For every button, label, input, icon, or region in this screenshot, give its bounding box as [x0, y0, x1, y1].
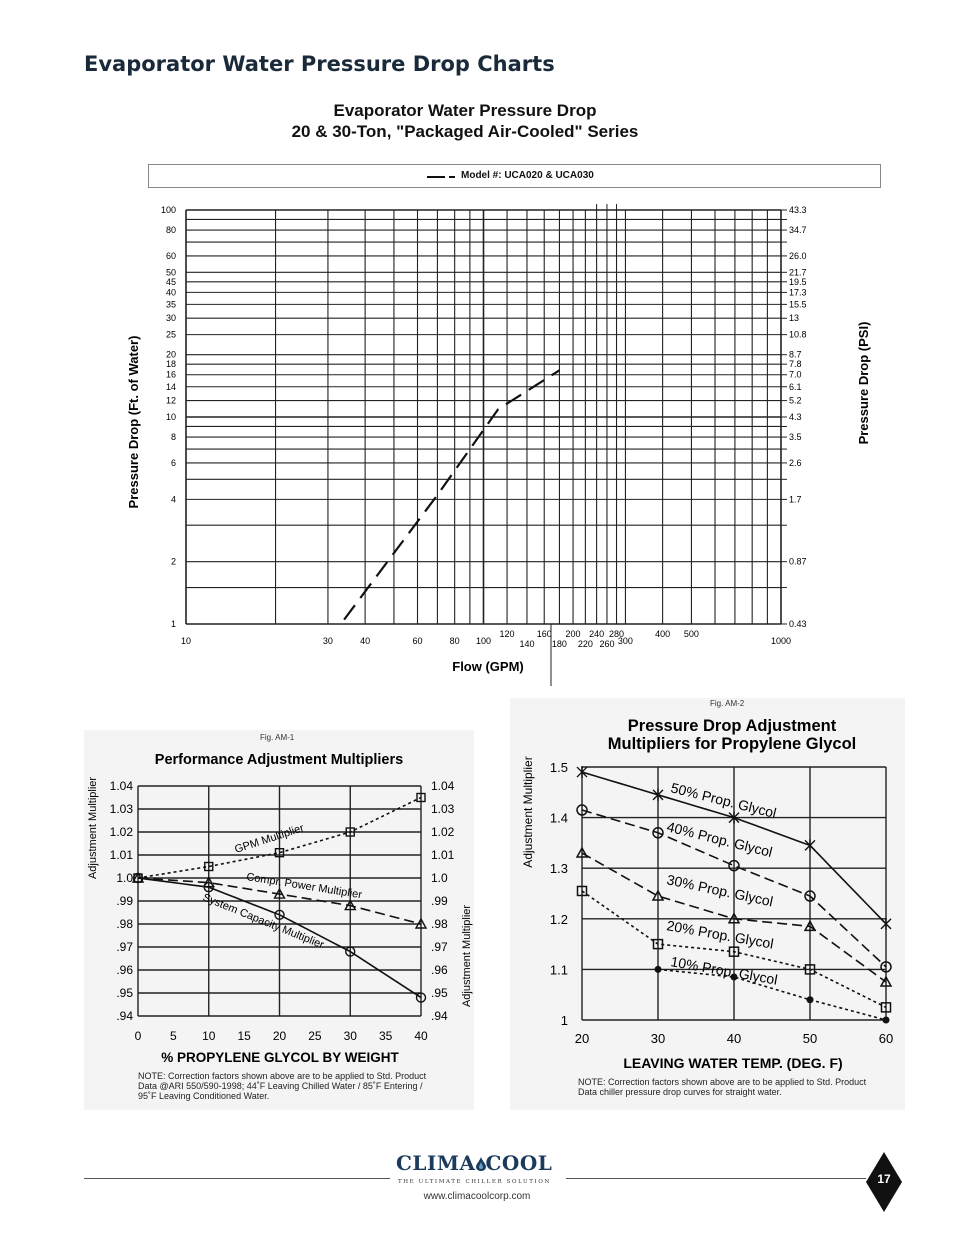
- y-right-tick-label: 1.0: [431, 871, 448, 885]
- y-tick-label: 80: [165, 225, 176, 236]
- x-tick-label: 10: [180, 636, 192, 646]
- climacool-logo: [396, 1151, 558, 1191]
- x-tick-label: 500: [683, 629, 699, 639]
- x-tick-label: 400: [655, 629, 671, 639]
- y-right-tick-label: .98: [431, 917, 448, 931]
- y-axis-right-label: Pressure Drop (PSI): [856, 321, 871, 445]
- x-tick-label: 5: [170, 1029, 177, 1043]
- y-tick-label: 1: [560, 1013, 568, 1028]
- x-tick-label: 15: [237, 1029, 251, 1043]
- x-axis-label: % PROPYLENE GLYCOL BY WEIGHT: [161, 1050, 399, 1065]
- x-tick-label: 280: [609, 629, 625, 639]
- y-right-tick-label: 1.02: [431, 825, 455, 839]
- series-label: 40% Prop. Glycol: [665, 818, 775, 861]
- x-tick-label: 30: [650, 1031, 666, 1046]
- performance-multipliers-chart: [84, 730, 474, 1110]
- chart-title: Multipliers for Propylene Glycol: [607, 735, 857, 753]
- y-right-tick-label: 4.3: [789, 412, 802, 422]
- x-axis-label: LEAVING WATER TEMP. (DEG. F): [623, 1055, 843, 1071]
- y-tick-label: 40: [165, 287, 176, 298]
- y-tick-label: 4: [170, 494, 176, 505]
- x-tick-label: 120: [499, 629, 515, 639]
- y-right-tick-label: 5.2: [789, 395, 802, 406]
- x-tick-label: 160: [536, 629, 552, 639]
- y-axis-label: Adjustment Multiplier: [521, 756, 535, 868]
- x-tick-label: 20: [574, 1031, 590, 1046]
- y-tick-label: .98: [116, 917, 133, 931]
- x-tick-label: 200: [565, 629, 581, 639]
- x-tick-label: 60: [878, 1031, 894, 1046]
- glycol-pressure-multipliers-chart: [510, 698, 905, 1110]
- y-right-tick-label: 34.7: [789, 225, 807, 236]
- x-tick-label: 100: [475, 636, 492, 646]
- y-right-tick-label: 6.1: [789, 381, 802, 392]
- y-axis-right-label: Adjustment Multiplier: [461, 904, 473, 1008]
- figure-caption: Fig. AM-1: [260, 733, 295, 742]
- series-label: 20% Prop. Glycol: [665, 917, 775, 952]
- chart-title: Pressure Drop Adjustment: [627, 717, 837, 735]
- am1-note: NOTE: Correction factors shown above are to be applied to Std. Product Data @ARI 550/590-1998; 44˚F Leaving Chilled Water / 85˚F Entering / 95˚F Leaving Conditioned Water.: [138, 1071, 427, 1101]
- y-right-tick-label: 8.7: [789, 349, 802, 360]
- y-tick-label: 1.1: [549, 962, 568, 978]
- y-right-tick-label: 19.5: [789, 276, 807, 287]
- y-right-tick-label: .94: [431, 1009, 448, 1023]
- y-tick-label: 1.4: [549, 810, 568, 826]
- y-right-tick-label: 15.5: [789, 299, 807, 310]
- series-label: 30% Prop. Glycol: [665, 871, 775, 910]
- y-tick-label: 12: [165, 395, 176, 406]
- x-axis-label: Flow (GPM): [452, 659, 524, 674]
- chart-title: Performance Adjustment Multipliers: [154, 752, 404, 768]
- y-right-tick-label: 3.5: [789, 432, 802, 443]
- y-tick-label: 35: [165, 299, 176, 310]
- x-tick-label: 240: [589, 629, 605, 639]
- y-tick-label: 1.04: [109, 779, 133, 793]
- y-axis-label: Adjustment Multiplier: [87, 776, 99, 880]
- y-tick-label: 50: [165, 267, 176, 278]
- figure-caption: Fig. AM-2: [710, 699, 745, 708]
- x-tick-label: 40: [360, 636, 371, 646]
- y-tick-label: 10: [165, 412, 176, 422]
- y-right-tick-label: 7.0: [789, 369, 802, 380]
- page-number: 17: [877, 1172, 891, 1186]
- fig-am2-panel: [510, 698, 905, 1110]
- y-tick-label: 1.01: [109, 848, 133, 862]
- x-marker: [577, 766, 587, 778]
- y-right-tick-label: 21.7: [789, 267, 807, 278]
- y-right-tick-label: 0.87: [789, 556, 807, 567]
- y-tick-label: 1: [170, 619, 176, 629]
- y-tick-label: 20: [165, 349, 176, 360]
- y-right-tick-label: .97: [431, 940, 448, 954]
- series-label: System Capacity Multiplier: [200, 891, 326, 952]
- y-right-tick-label: .96: [431, 963, 448, 977]
- y-tick-label: 1.3: [549, 861, 568, 877]
- y-tick-label: 1.5: [549, 760, 568, 775]
- series-label: Compr. Power Multiplier: [245, 871, 363, 902]
- y-right-tick-label: 0.43: [789, 619, 807, 629]
- y-tick-label: 60: [165, 250, 176, 261]
- y-axis-label: Pressure Drop (Ft. of Water): [126, 335, 141, 509]
- website-link[interactable]: www.climacoolcorp.com: [423, 1191, 531, 1202]
- x-tick-label: 30: [343, 1029, 357, 1043]
- y-tick-label: .97: [116, 940, 133, 954]
- y-right-tick-label: 17.3: [789, 287, 807, 298]
- x-tick-label: 25: [308, 1029, 322, 1043]
- y-right-tick-label: 13: [789, 313, 800, 324]
- dot-marker: [883, 1017, 890, 1024]
- y-right-tick-label: .99: [431, 894, 448, 908]
- y-tick-label: 2: [170, 556, 176, 567]
- chart-subtitle: 20 & 30-Ton, "Packaged Air-Cooled" Series: [291, 122, 639, 141]
- x-tick-label: 0: [134, 1029, 142, 1043]
- x-tick-label: 220: [577, 639, 593, 649]
- y-right-tick-label: 1.01: [431, 848, 455, 862]
- series-label: 50% Prop. Glycol: [669, 779, 779, 822]
- x-tick-label: 80: [449, 636, 460, 646]
- series-label: 10% Prop. Glycol: [669, 953, 779, 988]
- y-tick-label: 18: [165, 359, 176, 370]
- x-tick-label: 50: [802, 1031, 818, 1046]
- y-right-tick-label: 43.3: [789, 205, 807, 215]
- x-marker: [653, 789, 663, 801]
- y-tick-label: 1.0: [116, 871, 133, 885]
- x-tick-label: 60: [412, 636, 423, 646]
- chart-title: Evaporator Water Pressure Drop: [333, 101, 597, 120]
- y-tick-label: .99: [116, 894, 133, 908]
- x-marker: [805, 839, 815, 851]
- x-tick-label: 20: [272, 1029, 287, 1043]
- x-tick-label: 180: [551, 639, 567, 649]
- x-tick-label: 35: [378, 1029, 393, 1043]
- footer-divider-right: [566, 1178, 866, 1179]
- y-tick-label: 14: [165, 381, 176, 392]
- y-right-tick-label: 1.04: [431, 779, 455, 793]
- logo-wordmark: [396, 1151, 552, 1175]
- y-tick-label: 100: [160, 205, 176, 215]
- drop-icon: [476, 1152, 486, 1166]
- y-tick-label: .95: [116, 986, 133, 1000]
- y-right-tick-label: 26.0: [789, 250, 807, 261]
- y-tick-label: 6: [170, 457, 176, 468]
- fig-am1-panel: [84, 730, 474, 1110]
- y-tick-label: 1.03: [109, 802, 133, 816]
- y-right-tick-label: 10.8: [789, 329, 807, 340]
- y-tick-label: 8: [170, 432, 176, 443]
- y-tick-label: .94: [116, 1009, 133, 1023]
- y-tick-label: 16: [165, 369, 176, 380]
- x-marker: [881, 918, 891, 930]
- x-tick-label: 300: [617, 636, 633, 646]
- y-right-tick-label: 2.6: [789, 457, 802, 468]
- y-tick-label: 1.02: [109, 825, 133, 839]
- series-label: GPM Multiplier: [233, 822, 306, 856]
- y-right-tick-label: 1.03: [431, 802, 455, 816]
- x-tick-label: 40: [414, 1029, 428, 1043]
- footer-divider-left: [84, 1178, 390, 1179]
- y-tick-label: 45: [165, 276, 176, 287]
- y-right-tick-label: .95: [431, 986, 448, 1000]
- x-tick-label: 140: [519, 639, 535, 649]
- x-tick-label: 260: [599, 639, 615, 649]
- legend-label: Model #: UCA020 & UCA030: [461, 170, 594, 181]
- x-tick-label: 10: [202, 1029, 216, 1043]
- y-tick-label: 25: [165, 329, 176, 340]
- logo-text-right: COOL: [485, 1151, 553, 1175]
- y-tick-label: 30: [165, 313, 176, 324]
- x-tick-label: 30: [322, 636, 333, 646]
- y-right-tick-label: 1.7: [789, 494, 802, 505]
- dot-marker: [807, 996, 814, 1003]
- logo-tagline: THE ULTIMATE CHILLER SOLUTION: [398, 1179, 551, 1185]
- dot-marker: [655, 966, 662, 973]
- logo-text-left: CLIMA: [396, 1151, 476, 1175]
- page-title: Evaporator Water Pressure Drop Charts: [84, 52, 555, 76]
- x-tick-label: 40: [726, 1031, 742, 1046]
- y-right-tick-label: 7.8: [789, 359, 802, 370]
- am2-note: NOTE: Correction factors shown above are to be applied to Std. Product Data chiller pressure drop curves for straight water.: [578, 1077, 867, 1097]
- x-tick-label: 1000: [770, 636, 792, 646]
- y-tick-label: .96: [116, 963, 133, 977]
- y-tick-label: 1.2: [549, 911, 568, 927]
